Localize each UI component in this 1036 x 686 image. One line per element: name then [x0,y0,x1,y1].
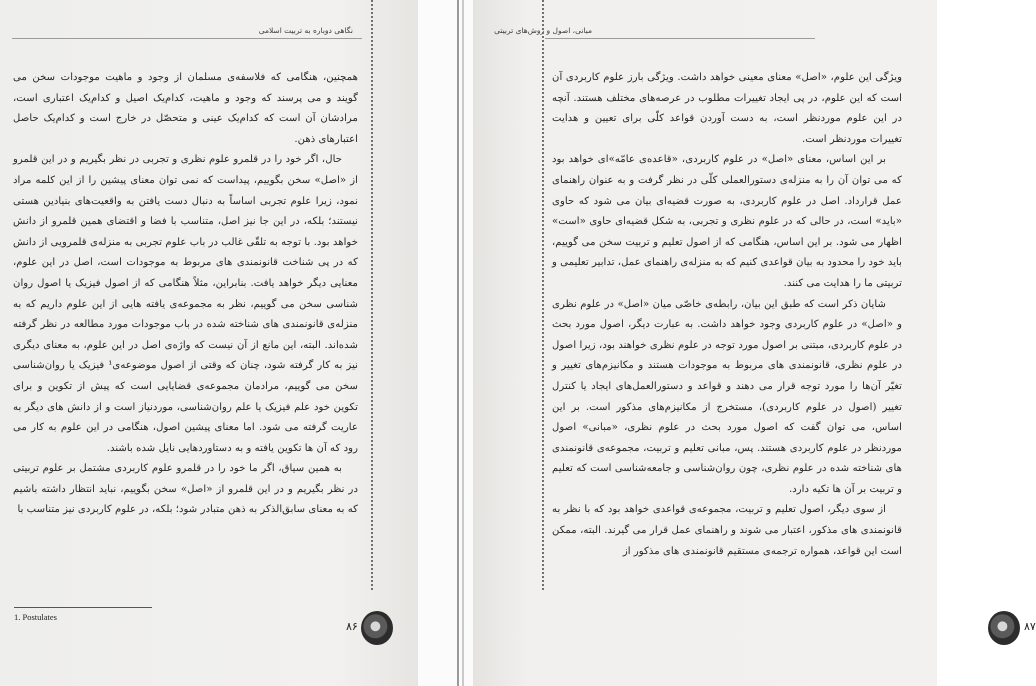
paragraph: ویژگی این علوم، «اصل» معنای معینی خواهد داشت. ویژگی بارز علوم کاربردی آن است که این علوم، در پی ایجاد تغییرات مطلوب در عرصه‌های مختلف هستند. آنچه در این علوم موردنظر است، به دست آوردن قواعد کلّی برای تعیین و هدایت تغییرات موردنظر است. [552,72,902,145]
running-head: نگاهی دوباره به تربیت اسلامی [258,26,353,35]
footnote: 1. Postulates [14,612,57,622]
paragraph: حال، اگر خود را در قلمرو علوم نظری و تجربی در نظر بگیریم و در این قلمرو از «اصل» سخن بگوییم، پیداست که نمی توان معنای پیشین را از این کلمه مراد نمود، زیرا علوم تجربی اساساً به دنبال دست یافتن به واقعیت‌های بنیادین هستی نیستند؛ بلکه، در این جا نیز اصل، متناسب با فضا و اقتضای همین قلمرو از دانش خواهد بود. با توجه به تلقّی غالب در باب علوم تجربی به منزله‌ی قلمرویی از دانش که در پی شناخت قانونمندی های مربوط به موجودات است، اصل در این علوم، معنایی دیگر خواهد یافت. بنابراین، مثلاً هنگامی که از اصول فیزیک یا اصول روان شناسی سخن می گوییم، نظر به مجموعه‌ی یافته هایی از این علوم داریم که به منزله‌ی قانونمندی های شناخته شده در باب موجودات مورد مطالعه در نظر گرفته شده‌اند. البته، این مانع از آن نیست که واژه‌ی اصل در این علوم، به معنای دیگری نیز به کار گرفته شود، چنان که وقتی از اصول موضوعه‌ی¹ فیزیک یا روان‌شناسی سخن می گوییم، مرادمان مجموعه‌ی قضایایی است که پیش از تکوین و برای تکوین خود علم فیزیک یا علم روان‌شناسی، موردنیاز است و از دانش های دیگر به عاریت گرفته می شود. اما معنای پیشین اصول، هنگامی در این علوم به کار می رود که آن ها تکوین یافته و به دستاوردهایی نایل شده باشند. [13,154,358,454]
footnote-rule [14,607,152,608]
paragraph: بر این اساس، معنای «اصل» در علوم کاربردی، «قاعده‌ی عامّه»ای خواهد بود که می توان آن را به منزله‌ی دستورالعملی کلّی در نظر گرفت و به عنوان راهنمای عمل قرارداد. اصل در علوم کاربردی، به صورت قضیه‌ای بیان می شود که حاوی «باید» است، در حالی که در علوم نظری و تجربی، به شکل قضیه‌ای حاوی «است» اظهار می شود. بر این اساس، هنگامی که از اصول تعلیم و تربیت سخن می گوییم، باید خود را محدود به بیان قواعدی کنیم که به منزله‌ی راهنمای عمل، تدابیر تعلیمی و تربیتی ما را هدایت می کنند. [552,154,902,289]
paragraph: از سوی دیگر، اصول تعلیم و تربیت، مجموعه‌ی قواعدی خواهد بود که با نظر به قانونمندی های مذکور، اعتبار می شوند و راهنمای عمل قرار می گیرند. البته، ممکن است این قواعد، همواره ترجمه‌ی مستقیم قانونمندی های مذکور از [552,504,902,557]
left-page [0,0,418,686]
paragraph: همچنین، هنگامی که فلاسفه‌ی مسلمان از وجود و ماهیت موجودات سخن می گویند و می پرسند که وجود و ماهیت، کدام‌یک اصیل و کدام‌یک اعتباری است، مرادشان آن است که کدام‌یک عینی و متحصّل در خارج است و کدام‌یک حاصل اعتبارهای ذهن. [13,72,358,145]
book-gutter [418,0,473,686]
gutter-line [462,0,464,686]
body-text [552,68,902,562]
gutter-line [457,0,459,686]
ornament-icon [361,611,393,645]
right-page [473,0,1036,686]
page-number: ۸۶ [346,620,358,633]
page-number: ۸۷ [1024,620,1036,633]
header-rule [12,38,362,39]
ornament-icon [988,611,1020,645]
margin-dotted-rule [542,0,544,590]
running-head: مبانی، اصول و روش‌های تربیتی [494,26,592,35]
paragraph: شایان ذکر است که طبق این بیان، رابطه‌ی خاصّی میان «اصل» در علوم نظری و «اصل» در علوم کاربردی وجود خواهد داشت. به عبارت دیگر، اصول مورد بحث در علوم کاربردی، مبتنی بر اصول مورد توجه در علوم نظری خواهند بود، زیرا اصول در علوم نظری، قانونمندی های مربوط به موجودات هستند و مکانیزم‌های تغییر و تغیّر آن‌ها را مورد توجه قرار می دهند و قواعد و دستورالعمل‌های ایجاد یا کنترل تغییر (اصول در علوم کاربردی)، مستخرج از مکانیزم‌های مذکور است. بر این اساس، می توان گفت که اصول مورد بحث در علوم نظری، «مبانی» اصول موردنظر در علوم کاربردی هستند. پس، مبانی تعلیم و تربیت، مجموعه‌ی قانونمندی های شناخته شده در علوم نظری، چون روان‌شناسی و جامعه‌شناسی است که تعلیم و تربیت بر آن ها تکیه دارد. [552,298,902,495]
margin-dotted-rule [371,0,373,590]
paragraph: به همین سیاق، اگر ما خود را در قلمرو علوم کاربردی مشتمل بر علوم تربیتی در نظر بگیریم و در این قلمرو از «اصل» سخن بگوییم، نباید انتظار داشته باشیم که به معنای سابق‌الذکر به ذهن متبادر شود؛ بلکه، در علوم کاربردی نیز متناسب با [13,463,358,516]
header-rule [545,38,815,39]
body-text [13,68,358,521]
